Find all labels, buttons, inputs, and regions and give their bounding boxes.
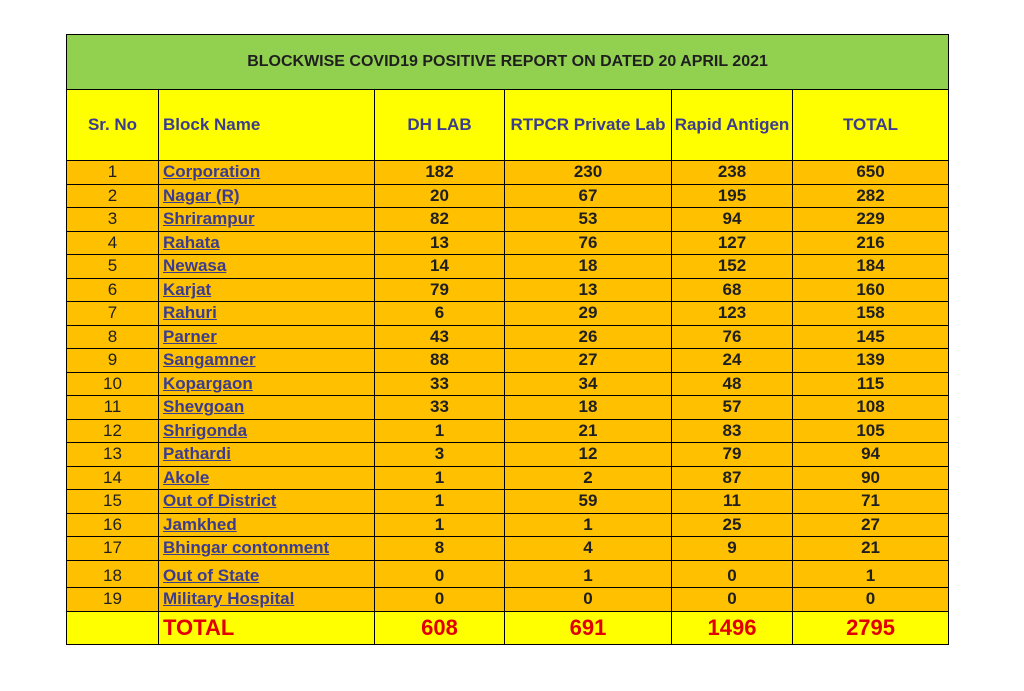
header-block-name: Block Name [159, 90, 375, 161]
rtpcr-cell: 1 [505, 513, 672, 537]
rapid-antigen-cell: 152 [672, 255, 793, 279]
sr-no-cell: 4 [67, 231, 159, 255]
rtpcr-cell: 1 [505, 560, 672, 588]
block-name-cell: Bhingar contonment [159, 537, 375, 561]
rapid-antigen-cell: 127 [672, 231, 793, 255]
row-total-cell: 158 [793, 302, 949, 326]
rtpcr-cell: 76 [505, 231, 672, 255]
row-total-cell: 184 [793, 255, 949, 279]
rtpcr-cell: 4 [505, 537, 672, 561]
total-rapid-antigen: 1496 [672, 611, 793, 644]
dh-lab-cell: 14 [375, 255, 505, 279]
rtpcr-cell: 12 [505, 443, 672, 467]
sr-no-cell: 10 [67, 372, 159, 396]
row-total-cell: 650 [793, 161, 949, 185]
dh-lab-cell: 33 [375, 372, 505, 396]
header-row [67, 90, 949, 161]
rapid-antigen-cell: 123 [672, 302, 793, 326]
sr-no-cell: 5 [67, 255, 159, 279]
dh-lab-cell: 1 [375, 490, 505, 514]
rtpcr-cell: 27 [505, 349, 672, 373]
table-row [67, 490, 949, 514]
row-total-cell: 21 [793, 537, 949, 561]
dh-lab-cell: 8 [375, 537, 505, 561]
sr-no-cell: 7 [67, 302, 159, 326]
table-row [67, 588, 949, 612]
row-total-cell: 0 [793, 588, 949, 612]
header-sr-no: Sr. No [67, 90, 159, 161]
block-name-cell: Military Hospital [159, 588, 375, 612]
table-row [67, 443, 949, 467]
sr-no-cell: 9 [67, 349, 159, 373]
rapid-antigen-cell: 57 [672, 396, 793, 420]
rtpcr-cell: 29 [505, 302, 672, 326]
rtpcr-cell: 230 [505, 161, 672, 185]
sr-no-cell: 17 [67, 537, 159, 561]
block-name-cell: Out of District [159, 490, 375, 514]
table-row [67, 372, 949, 396]
block-name-cell: Corporation [159, 161, 375, 185]
table-row [67, 419, 949, 443]
dh-lab-cell: 1 [375, 466, 505, 490]
row-total-cell: 145 [793, 325, 949, 349]
table-row [67, 396, 949, 420]
dh-lab-cell: 1 [375, 513, 505, 537]
covid-report-table [66, 34, 949, 645]
sr-no-cell: 18 [67, 560, 159, 588]
total-row [67, 611, 949, 644]
row-total-cell: 27 [793, 513, 949, 537]
dh-lab-cell: 0 [375, 560, 505, 588]
rtpcr-cell: 67 [505, 184, 672, 208]
dh-lab-cell: 13 [375, 231, 505, 255]
block-name-cell: Shevgoan [159, 396, 375, 420]
rtpcr-cell: 59 [505, 490, 672, 514]
block-name-cell: Rahuri [159, 302, 375, 326]
row-total-cell: 105 [793, 419, 949, 443]
sr-no-cell: 11 [67, 396, 159, 420]
row-total-cell: 1 [793, 560, 949, 588]
dh-lab-cell: 82 [375, 208, 505, 232]
row-total-cell: 216 [793, 231, 949, 255]
row-total-cell: 282 [793, 184, 949, 208]
block-name-cell: Kopargaon [159, 372, 375, 396]
rapid-antigen-cell: 238 [672, 161, 793, 185]
total-label: TOTAL [159, 611, 375, 644]
rapid-antigen-cell: 0 [672, 588, 793, 612]
table-body [67, 161, 949, 612]
rtpcr-cell: 26 [505, 325, 672, 349]
sr-no-cell: 15 [67, 490, 159, 514]
rtpcr-cell: 18 [505, 255, 672, 279]
sr-no-cell: 12 [67, 419, 159, 443]
dh-lab-cell: 20 [375, 184, 505, 208]
table-row [67, 208, 949, 232]
rapid-antigen-cell: 11 [672, 490, 793, 514]
rtpcr-cell: 34 [505, 372, 672, 396]
dh-lab-cell: 33 [375, 396, 505, 420]
rtpcr-cell: 53 [505, 208, 672, 232]
sr-no-cell: 3 [67, 208, 159, 232]
rtpcr-cell: 21 [505, 419, 672, 443]
header-rtpcr-private-lab: RTPCR Private Lab [505, 90, 672, 161]
block-name-cell: Out of State [159, 560, 375, 588]
row-total-cell: 94 [793, 443, 949, 467]
rapid-antigen-cell: 48 [672, 372, 793, 396]
table-row [67, 231, 949, 255]
header-total: TOTAL [793, 90, 949, 161]
block-name-cell: Newasa [159, 255, 375, 279]
row-total-cell: 115 [793, 372, 949, 396]
table-row [67, 255, 949, 279]
row-total-cell: 71 [793, 490, 949, 514]
table-row [67, 537, 949, 561]
rapid-antigen-cell: 25 [672, 513, 793, 537]
row-total-cell: 90 [793, 466, 949, 490]
table-row [67, 161, 949, 185]
block-name-cell: Jamkhed [159, 513, 375, 537]
table-row [67, 513, 949, 537]
block-name-cell: Akole [159, 466, 375, 490]
dh-lab-cell: 182 [375, 161, 505, 185]
row-total-cell: 160 [793, 278, 949, 302]
sr-no-cell: 6 [67, 278, 159, 302]
table-row [67, 466, 949, 490]
rapid-antigen-cell: 195 [672, 184, 793, 208]
rtpcr-cell: 0 [505, 588, 672, 612]
block-name-cell: Shrigonda [159, 419, 375, 443]
dh-lab-cell: 3 [375, 443, 505, 467]
rapid-antigen-cell: 0 [672, 560, 793, 588]
dh-lab-cell: 88 [375, 349, 505, 373]
rapid-antigen-cell: 76 [672, 325, 793, 349]
sr-no-cell: 8 [67, 325, 159, 349]
block-name-cell: Parner [159, 325, 375, 349]
row-total-cell: 139 [793, 349, 949, 373]
dh-lab-cell: 6 [375, 302, 505, 326]
rapid-antigen-cell: 9 [672, 537, 793, 561]
table-row [67, 302, 949, 326]
total-dh-lab: 608 [375, 611, 505, 644]
table-row [67, 349, 949, 373]
block-name-cell: Sangamner [159, 349, 375, 373]
sr-no-cell: 2 [67, 184, 159, 208]
block-name-cell: Nagar (R) [159, 184, 375, 208]
header-rapid-antigen: Rapid Antigen [672, 90, 793, 161]
rtpcr-cell: 18 [505, 396, 672, 420]
report-title: BLOCKWISE COVID19 POSITIVE REPORT ON DATED 20 APRIL 2021 [67, 35, 949, 90]
dh-lab-cell: 79 [375, 278, 505, 302]
table-row [67, 560, 949, 588]
rapid-antigen-cell: 79 [672, 443, 793, 467]
rapid-antigen-cell: 87 [672, 466, 793, 490]
dh-lab-cell: 43 [375, 325, 505, 349]
block-name-cell: Pathardi [159, 443, 375, 467]
block-name-cell: Shrirampur [159, 208, 375, 232]
sr-no-cell: 14 [67, 466, 159, 490]
rtpcr-cell: 13 [505, 278, 672, 302]
block-name-cell: Rahata [159, 231, 375, 255]
table-row [67, 278, 949, 302]
sr-no-cell: 19 [67, 588, 159, 612]
sr-no-cell: 13 [67, 443, 159, 467]
rtpcr-cell: 2 [505, 466, 672, 490]
table-row [67, 184, 949, 208]
row-total-cell: 229 [793, 208, 949, 232]
header-dh-lab: DH LAB [375, 90, 505, 161]
rapid-antigen-cell: 94 [672, 208, 793, 232]
sr-no-cell: 1 [67, 161, 159, 185]
rapid-antigen-cell: 83 [672, 419, 793, 443]
dh-lab-cell: 0 [375, 588, 505, 612]
sr-no-cell: 16 [67, 513, 159, 537]
rapid-antigen-cell: 24 [672, 349, 793, 373]
block-name-cell: Karjat [159, 278, 375, 302]
rapid-antigen-cell: 68 [672, 278, 793, 302]
row-total-cell: 108 [793, 396, 949, 420]
dh-lab-cell: 1 [375, 419, 505, 443]
table-row [67, 325, 949, 349]
grand-total: 2795 [793, 611, 949, 644]
total-rtpcr: 691 [505, 611, 672, 644]
